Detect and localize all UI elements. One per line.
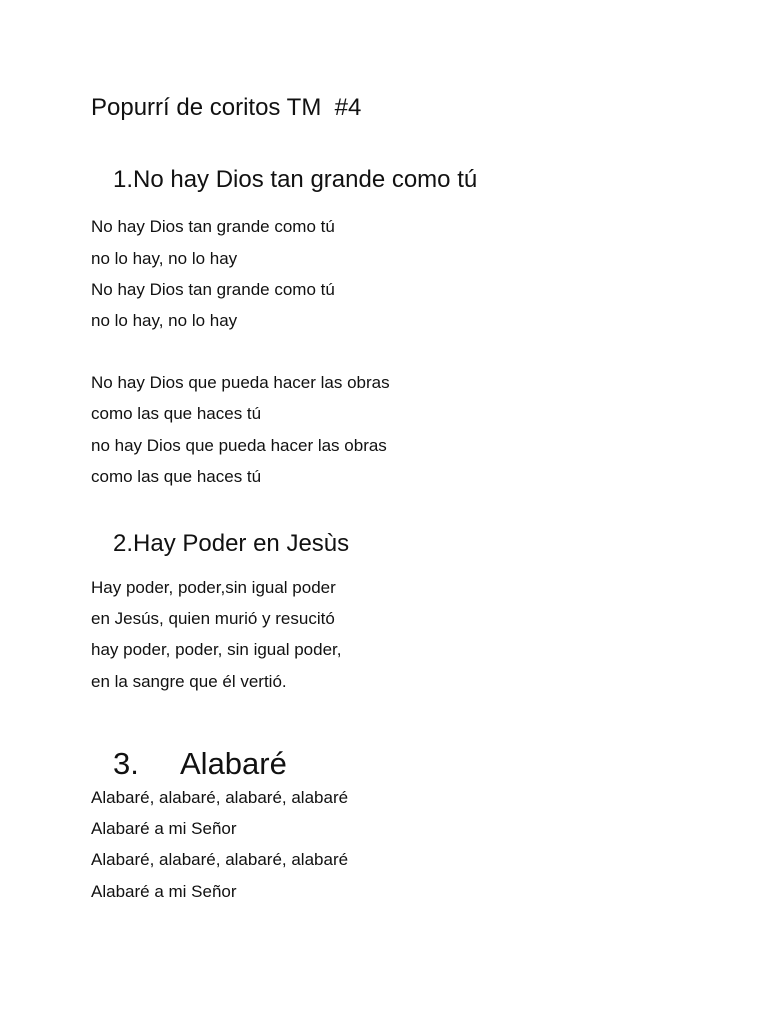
lyric-line: Alabaré, alabaré, alabaré, alabaré xyxy=(91,850,349,869)
lyric-line: Alabaré, alabaré, alabaré, alabaré xyxy=(91,788,349,807)
lyric-line: No hay Dios tan grande como tú xyxy=(91,280,335,299)
song-title: Alabaré xyxy=(180,746,287,781)
song-number: 3. xyxy=(113,746,139,781)
lyric-line: no hay Dios que pueda hacer las obras xyxy=(91,436,387,455)
song-number: 1. xyxy=(113,166,134,193)
lyric-line: en Jesús, quien murió y resucitó xyxy=(91,609,335,628)
lyric-line: como las que haces tú xyxy=(91,467,262,486)
lyric-line: Alabaré a mi Señor xyxy=(91,819,237,838)
song-title: Hay Poder en Jesùs xyxy=(133,530,350,557)
lyric-line: no lo hay, no lo hay xyxy=(91,249,238,268)
lyric-line: No hay Dios tan grande como tú xyxy=(91,217,335,236)
song-number: 2. xyxy=(113,530,134,557)
lyric-line: como las que haces tú xyxy=(91,404,262,423)
lyric-line: no lo hay, no lo hay xyxy=(91,311,238,330)
lyric-line: Alabaré a mi Señor xyxy=(91,882,237,901)
document-title: Popurrí de coritos TM #4 xyxy=(91,94,362,121)
lyric-line: hay poder, poder, sin igual poder, xyxy=(91,640,342,659)
lyric-line: en la sangre que él vertió. xyxy=(91,672,287,691)
song-1-heading xyxy=(113,165,477,195)
song-3-heading xyxy=(113,746,287,782)
song-2-heading xyxy=(113,529,349,559)
song-title: No hay Dios tan grande como tú xyxy=(133,166,478,193)
lyric-line: Hay poder, poder,sin igual poder xyxy=(91,578,336,597)
lyric-line: No hay Dios que pueda hacer las obras xyxy=(91,373,390,392)
